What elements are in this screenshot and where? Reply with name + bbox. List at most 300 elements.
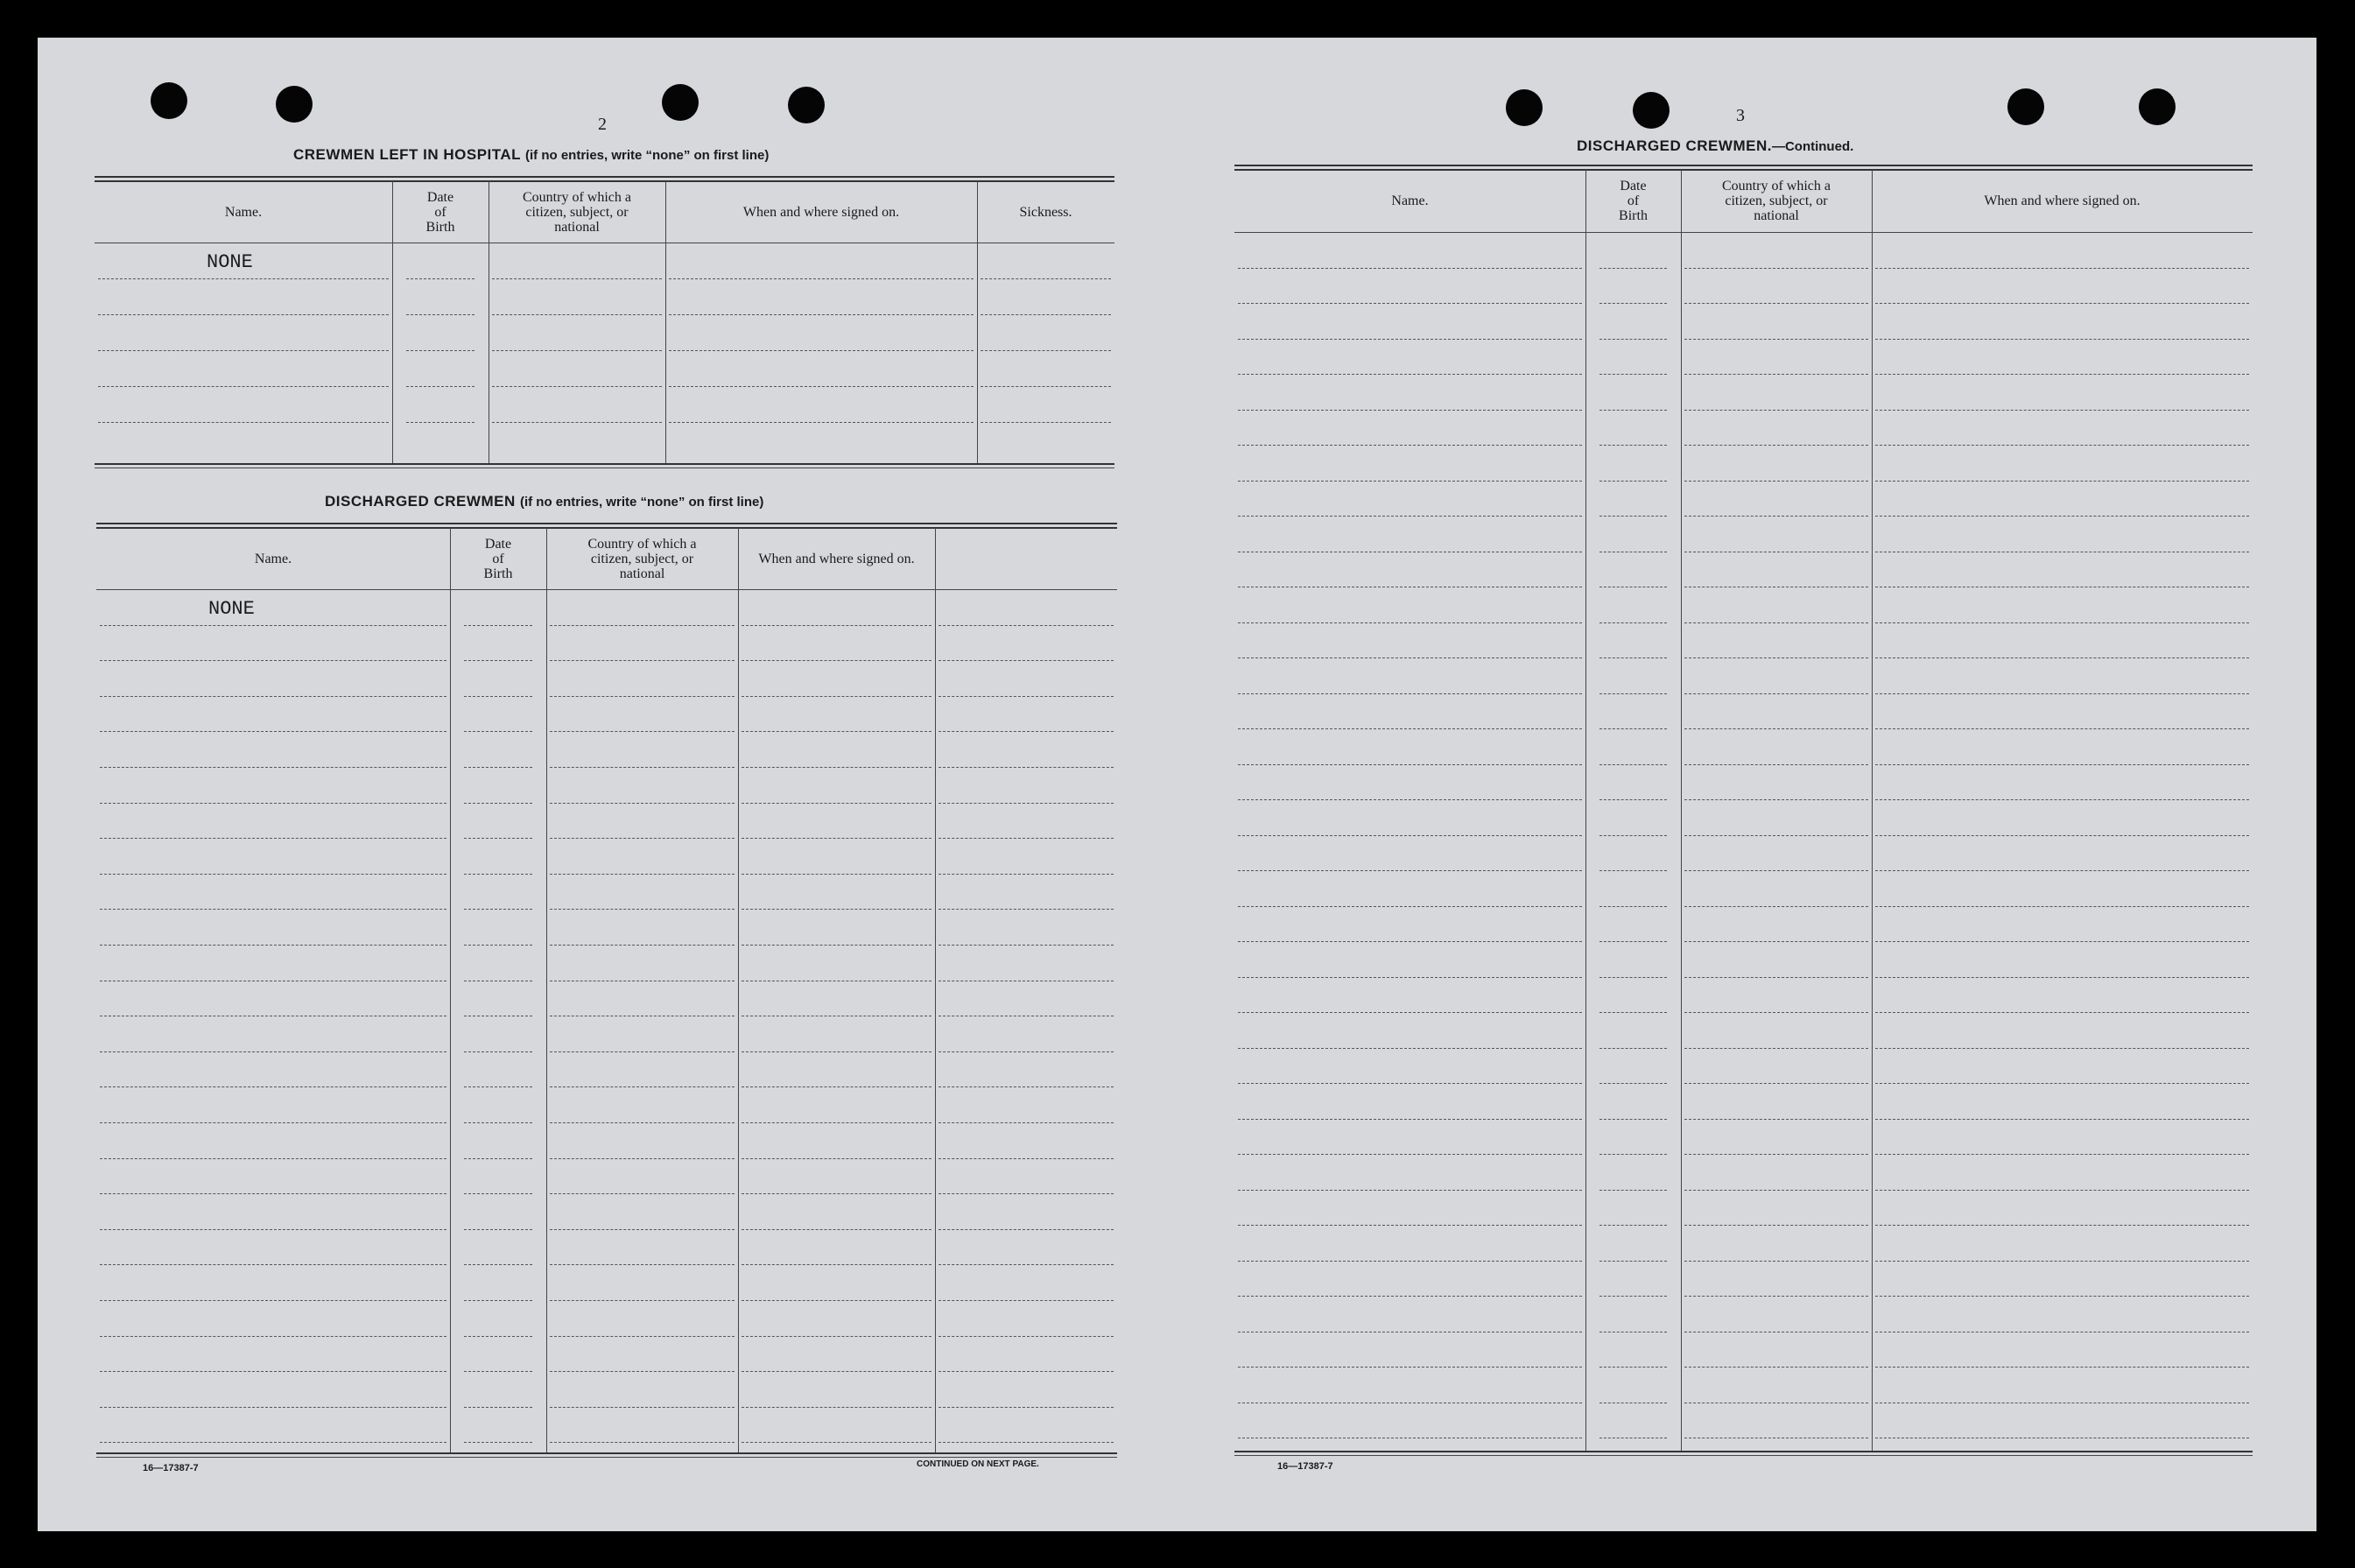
table-top-rule (96, 523, 1117, 524)
row-line (550, 696, 735, 697)
row-line (1875, 1367, 2249, 1368)
row-line (464, 1122, 532, 1123)
row-line (1875, 1261, 2249, 1262)
column-divider (392, 181, 393, 463)
row-line (464, 696, 532, 697)
row-line (938, 874, 1114, 875)
row-line (938, 945, 1114, 946)
row-line (1875, 445, 2249, 446)
row-line (464, 1229, 532, 1230)
row-line (938, 625, 1114, 626)
punch-hole (662, 84, 699, 121)
column-header: Country of which a citizen, subject, or national (587, 536, 697, 581)
row-line (1599, 906, 1667, 907)
column-header: Date of Birth (1619, 179, 1648, 223)
row-line (1238, 799, 1582, 800)
row-line (1684, 1083, 1868, 1084)
discharged-section-title: DISCHARGED CREWMEN (if no entries, write “none” on first line) (325, 493, 764, 510)
row-line (100, 660, 446, 661)
row-line (1684, 1225, 1868, 1226)
row-line (1875, 339, 2249, 340)
row-line (1238, 1083, 1582, 1084)
row-line (1599, 410, 1667, 411)
discharged-continued-title: DISCHARGED CREWMEN.—Continued. (1577, 137, 1854, 154)
row-line (492, 314, 662, 315)
row-line (1684, 906, 1868, 907)
row-line (1875, 693, 2249, 694)
row-line (742, 696, 931, 697)
table-top-rule (1234, 169, 2253, 171)
row-line (742, 1051, 931, 1052)
header-rule (1234, 232, 2253, 233)
row-line (1875, 410, 2249, 411)
row-line (550, 1300, 735, 1301)
row-line (464, 1158, 532, 1159)
row-line (550, 1122, 735, 1123)
row-line (1238, 764, 1582, 765)
row-line (1238, 1296, 1582, 1297)
row-line (1599, 1119, 1667, 1120)
row-line (1599, 516, 1667, 517)
row-line (100, 696, 446, 697)
row-line (1599, 764, 1667, 765)
row-line (1875, 799, 2249, 800)
row-line (464, 1300, 532, 1301)
row-line (1684, 410, 1868, 411)
punch-hole (1633, 92, 1670, 129)
row-line (1238, 1367, 1582, 1368)
row-line (464, 803, 532, 804)
header-rule (96, 589, 1117, 590)
row-line (1238, 622, 1582, 623)
row-line (1238, 728, 1582, 729)
row-line (1599, 870, 1667, 871)
row-line (492, 422, 662, 423)
row-line (1238, 835, 1582, 836)
row-line (406, 350, 475, 351)
row-line (1684, 516, 1868, 517)
row-line (1599, 1154, 1667, 1155)
row-line (1238, 657, 1582, 658)
row-line (1875, 1083, 2249, 1084)
row-line (550, 1371, 735, 1372)
row-line (492, 386, 662, 387)
row-line (742, 874, 931, 875)
row-line (1684, 1261, 1868, 1262)
table-top-rule (96, 527, 1117, 529)
punch-hole (151, 82, 187, 119)
row-line (550, 909, 735, 910)
row-line (464, 660, 532, 661)
row-line (938, 1407, 1114, 1408)
row-line (1684, 268, 1868, 269)
row-line (1238, 870, 1582, 871)
table-bottom-rule (95, 463, 1114, 465)
row-line (406, 422, 475, 423)
row-line (98, 350, 389, 351)
row-line (742, 1122, 931, 1123)
table-bottom-rule (96, 1452, 1117, 1454)
row-line (464, 1264, 532, 1265)
row-line (1875, 728, 2249, 729)
row-line (1684, 374, 1868, 375)
row-line (1684, 728, 1868, 729)
row-line (1238, 481, 1582, 482)
row-line (464, 731, 532, 732)
table-top-rule (1234, 165, 2253, 166)
row-line (1238, 1225, 1582, 1226)
row-line (1238, 410, 1582, 411)
row-line (938, 731, 1114, 732)
row-line (100, 731, 446, 732)
row-line (100, 803, 446, 804)
column-divider (977, 181, 978, 463)
row-line (100, 1229, 446, 1230)
column-divider (665, 181, 666, 463)
row-line (1684, 1048, 1868, 1049)
row-line (1684, 1012, 1868, 1013)
row-line (742, 1407, 931, 1408)
row-line (1875, 1012, 2249, 1013)
column-divider (450, 528, 451, 1452)
row-line (100, 874, 446, 875)
row-line (1684, 941, 1868, 942)
row-line (669, 386, 974, 387)
column-header: When and where signed on. (1984, 193, 2141, 208)
page-number-right: 3 (1736, 106, 1745, 125)
row-line (98, 278, 389, 279)
row-line (98, 386, 389, 387)
column-header: Sickness. (1019, 204, 1072, 220)
row-line (550, 1193, 735, 1194)
row-line (1599, 1296, 1667, 1297)
column-header: Date of Birth (425, 189, 455, 235)
row-line (1599, 445, 1667, 446)
row-line (1684, 1367, 1868, 1368)
row-line (550, 1158, 735, 1159)
row-line (669, 314, 974, 315)
row-line (981, 350, 1111, 351)
row-line (98, 314, 389, 315)
row-line (938, 660, 1114, 661)
row-line (1684, 799, 1868, 800)
row-line (1599, 657, 1667, 658)
row-line (464, 1442, 532, 1443)
row-line (1684, 1119, 1868, 1120)
row-line (1684, 764, 1868, 765)
row-line (981, 422, 1111, 423)
row-line (1238, 1012, 1582, 1013)
row-line (1875, 657, 2249, 658)
row-line (938, 1371, 1114, 1372)
row-line (1875, 1154, 2249, 1155)
row-line (492, 278, 662, 279)
row-line (464, 1193, 532, 1194)
row-line (742, 1336, 931, 1337)
row-line (464, 1407, 532, 1408)
row-line (550, 1086, 735, 1087)
row-line (742, 838, 931, 839)
row-line (1238, 516, 1582, 517)
row-line (1684, 1190, 1868, 1191)
row-line (1684, 445, 1868, 446)
row-line (100, 1442, 446, 1443)
row-line (1684, 835, 1868, 836)
form-number-right: 16—17387-7 (1277, 1461, 1333, 1472)
document-sheet (38, 38, 2316, 1531)
row-line (464, 625, 532, 626)
row-line (100, 1407, 446, 1408)
row-line (550, 767, 735, 768)
row-line (464, 1086, 532, 1087)
row-line (1238, 303, 1582, 304)
row-line (1599, 481, 1667, 482)
row-line (1684, 339, 1868, 340)
row-line (938, 838, 1114, 839)
row-line (464, 767, 532, 768)
row-line (464, 1336, 532, 1337)
row-line (1599, 1083, 1667, 1084)
row-line (1599, 693, 1667, 694)
row-line (938, 1264, 1114, 1265)
punch-hole (1506, 89, 1543, 126)
row-line (742, 803, 931, 804)
row-line (1875, 764, 2249, 765)
row-line (1599, 339, 1667, 340)
row-line (1599, 1225, 1667, 1226)
row-line (669, 422, 974, 423)
row-line (550, 838, 735, 839)
row-line (1599, 1367, 1667, 1368)
row-line (938, 1086, 1114, 1087)
row-line (938, 1193, 1114, 1194)
row-line (1238, 339, 1582, 340)
row-line (464, 838, 532, 839)
row-line (1238, 445, 1582, 446)
row-line (1875, 1225, 2249, 1226)
row-line (550, 1407, 735, 1408)
hospital-section-title: CREWMEN LEFT IN HOSPITAL (if no entries, write “none” on first line) (293, 146, 770, 163)
row-line (1238, 1119, 1582, 1120)
row-line (1599, 622, 1667, 623)
punch-hole (788, 87, 825, 123)
row-line (100, 1122, 446, 1123)
row-line (1684, 977, 1868, 978)
row-line (406, 314, 475, 315)
row-line (1238, 374, 1582, 375)
row-line (100, 1336, 446, 1337)
row-line (981, 278, 1111, 279)
row-line (742, 1193, 931, 1194)
row-line (742, 660, 931, 661)
table-bottom-rule (1234, 1455, 2253, 1456)
row-line (550, 803, 735, 804)
column-header: Name. (224, 204, 263, 220)
row-line (1599, 728, 1667, 729)
row-line (1238, 906, 1582, 907)
name-entry: NONE (208, 598, 255, 620)
row-line (938, 1336, 1114, 1337)
row-line (1875, 941, 2249, 942)
row-line (406, 278, 475, 279)
row-line (1238, 1048, 1582, 1049)
row-line (100, 1371, 446, 1372)
row-line (1875, 870, 2249, 871)
row-line (1875, 481, 2249, 482)
column-header: When and where signed on. (742, 204, 900, 220)
row-line (464, 909, 532, 910)
row-line (742, 731, 931, 732)
column-header: Name. (254, 551, 292, 566)
row-line (742, 1229, 931, 1230)
row-line (1684, 622, 1868, 623)
row-line (1875, 1119, 2249, 1120)
row-line (1599, 268, 1667, 269)
row-line (1684, 693, 1868, 694)
row-line (550, 874, 735, 875)
row-line (100, 1051, 446, 1052)
row-line (742, 1371, 931, 1372)
row-line (938, 1300, 1114, 1301)
column-header: When and where signed on. (758, 551, 915, 566)
row-line (938, 1442, 1114, 1443)
column-divider (1872, 170, 1873, 1451)
column-header: Date of Birth (483, 536, 513, 581)
row-line (100, 945, 446, 946)
table-bottom-rule (96, 1457, 1117, 1458)
column-divider (546, 528, 547, 1452)
row-line (742, 1158, 931, 1159)
row-line (1875, 516, 2249, 517)
row-line (938, 696, 1114, 697)
row-line (1875, 835, 2249, 836)
row-line (1599, 1048, 1667, 1049)
row-line (1599, 977, 1667, 978)
punch-hole (276, 86, 313, 123)
row-line (1875, 268, 2249, 269)
punch-hole (2139, 88, 2176, 125)
row-line (492, 350, 662, 351)
row-line (550, 625, 735, 626)
row-line (464, 945, 532, 946)
row-line (1875, 1296, 2249, 1297)
row-line (1875, 1190, 2249, 1191)
row-line (100, 909, 446, 910)
row-line (981, 386, 1111, 387)
row-line (1875, 906, 2249, 907)
row-line (406, 386, 475, 387)
row-line (550, 731, 735, 732)
row-line (742, 1300, 931, 1301)
row-line (1238, 268, 1582, 269)
form-number-left: 16—17387-7 (143, 1463, 199, 1473)
row-line (1684, 303, 1868, 304)
row-line (938, 767, 1114, 768)
row-line (1599, 835, 1667, 836)
column-header: Name. (1391, 193, 1429, 208)
row-line (742, 1442, 931, 1443)
row-line (1599, 374, 1667, 375)
row-line (100, 767, 446, 768)
row-line (938, 1122, 1114, 1123)
row-line (1875, 374, 2249, 375)
row-line (1238, 977, 1582, 978)
row-line (1875, 303, 2249, 304)
name-entry: NONE (207, 251, 253, 273)
row-line (981, 314, 1111, 315)
row-line (742, 625, 931, 626)
row-line (742, 1264, 931, 1265)
row-line (1599, 1012, 1667, 1013)
row-line (1684, 870, 1868, 871)
column-header: Country of which a citizen, subject, or national (1722, 179, 1831, 223)
page-number-left: 2 (598, 115, 607, 134)
row-line (100, 1086, 446, 1087)
row-line (742, 945, 931, 946)
table-top-rule (95, 176, 1114, 178)
continued-note: CONTINUED ON NEXT PAGE. (917, 1459, 1039, 1469)
row-line (1875, 1048, 2249, 1049)
punch-hole (2007, 88, 2044, 125)
row-line (1599, 303, 1667, 304)
row-line (550, 945, 735, 946)
row-line (1599, 1190, 1667, 1191)
row-line (464, 1371, 532, 1372)
row-line (1599, 799, 1667, 800)
column-divider (935, 528, 936, 1452)
row-line (742, 767, 931, 768)
row-line (938, 803, 1114, 804)
row-line (550, 660, 735, 661)
row-line (669, 350, 974, 351)
row-line (742, 1086, 931, 1087)
row-line (1238, 941, 1582, 942)
row-line (938, 1051, 1114, 1052)
row-line (550, 1229, 735, 1230)
column-divider (1681, 170, 1682, 1451)
row-line (1238, 1190, 1582, 1191)
column-header: Country of which a citizen, subject, or national (523, 189, 631, 235)
row-line (938, 1229, 1114, 1230)
column-divider (738, 528, 739, 1452)
row-line (100, 1300, 446, 1301)
row-line (100, 1193, 446, 1194)
row-line (1684, 657, 1868, 658)
row-line (1875, 977, 2249, 978)
column-divider (1585, 170, 1586, 1451)
row-line (550, 1051, 735, 1052)
row-line (1875, 622, 2249, 623)
row-line (1684, 1296, 1868, 1297)
row-line (1599, 941, 1667, 942)
row-line (1599, 1261, 1667, 1262)
row-line (669, 278, 974, 279)
row-line (100, 838, 446, 839)
row-line (98, 422, 389, 423)
row-line (742, 909, 931, 910)
row-line (1238, 693, 1582, 694)
row-line (100, 1264, 446, 1265)
row-line (938, 1158, 1114, 1159)
row-line (1684, 481, 1868, 482)
table-bottom-rule (1234, 1451, 2253, 1452)
row-line (550, 1442, 735, 1443)
row-line (464, 874, 532, 875)
row-line (1238, 1261, 1582, 1262)
row-line (550, 1264, 735, 1265)
row-line (100, 1158, 446, 1159)
table-top-rule (95, 180, 1114, 182)
